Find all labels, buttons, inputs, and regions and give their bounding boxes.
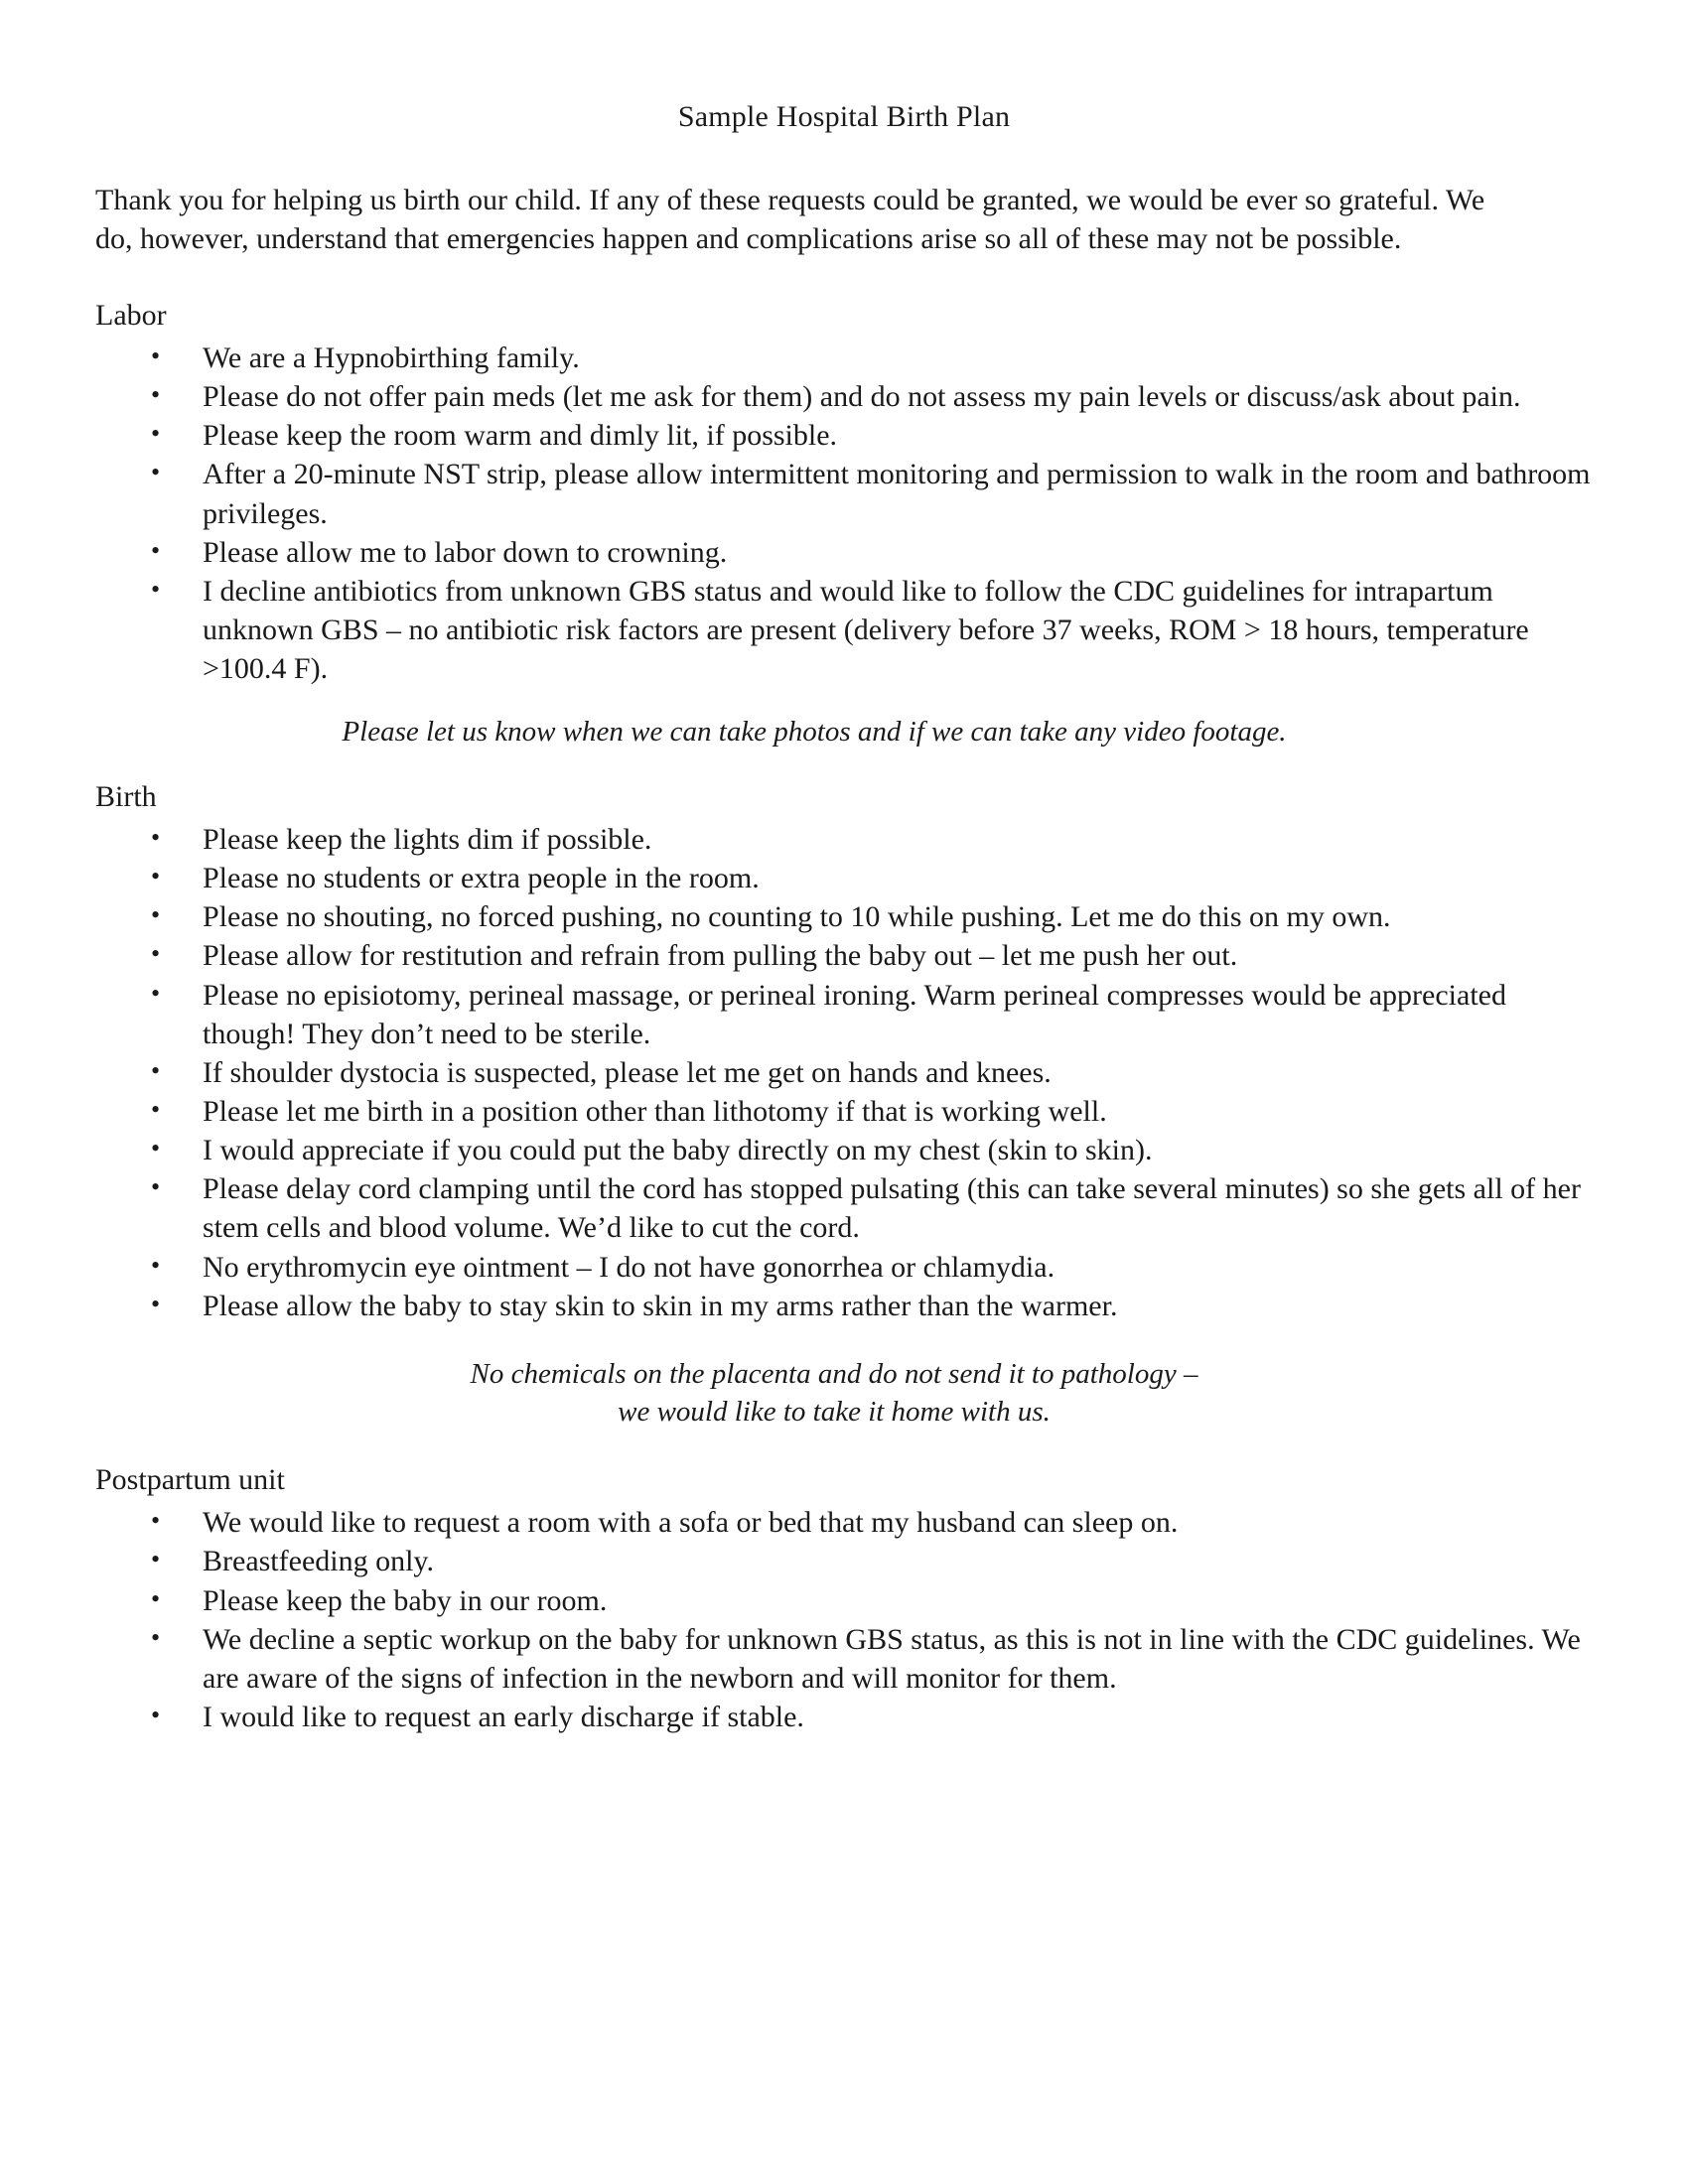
intro-paragraph: Thank you for helping us birth our child. If any of these requests could be granted, we would be ever so grateful. We do, however, understand that emergencies happen and complications arise so all of these may not be possible.: [95, 184, 1485, 255]
list-item: • Please no shouting, no forced pushing, no counting to 10 while pushing. Let me do this on my own.: [95, 897, 1593, 936]
section-birth: [95, 777, 1593, 1431]
list-item: • Please allow for restitution and refrain from pulling the baby out – let me push her out.: [95, 936, 1593, 975]
list-item: • We would like to request a room with a sofa or bed that my husband can sleep on.: [95, 1503, 1593, 1542]
bullet-list-birth: [95, 820, 1593, 1325]
note-photos-video: Please let us know when we can take photos and if we can take any video footage.: [342, 716, 1287, 749]
list-item: • Please allow me to labor down to crowning.: [95, 533, 1593, 572]
list-item: • Breastfeeding only.: [95, 1542, 1593, 1580]
bullet-list-postpartum: [95, 1503, 1593, 1736]
list-item: • Please keep the room warm and dimly lit, if possible.: [95, 416, 1593, 455]
list-item: • Please no students or extra people in the room.: [95, 859, 1593, 897]
list-item: • Please do not offer pain meds (let me ask for them) and do not assess my pain levels or discuss/ask about pain.: [95, 377, 1593, 416]
section-heading-birth: Birth: [95, 779, 157, 813]
list-item: • Please keep the baby in our room.: [95, 1581, 1593, 1620]
section-postpartum: [95, 1460, 1593, 1736]
list-item: • I would appreciate if you could put the baby directly on my chest (skin to skin).: [95, 1131, 1593, 1169]
list-item: • If shoulder dystocia is suspected, please let me get on hands and knees.: [95, 1053, 1593, 1092]
list-item: • No erythromycin eye ointment – I do not have gonorrhea or chlamydia.: [95, 1248, 1593, 1287]
list-item: • We decline a septic workup on the baby for unknown GBS status, as this is not in line with the CDC guidelines. We are aware of the signs of infection in the newborn and will monitor for them.: [95, 1620, 1593, 1698]
page-title: Sample Hospital Birth Plan: [677, 100, 1011, 133]
list-item: • I would like to request an early discharge if stable.: [95, 1698, 1593, 1736]
section-heading-labor: Labor: [95, 299, 167, 332]
list-item: • After a 20-minute NST strip, please allow intermittent monitoring and permission to walk in the room and bathroom privileges.: [95, 455, 1593, 532]
list-item: • Please let me birth in a position other than lithotomy if that is working well.: [95, 1092, 1593, 1131]
bullet-list-labor: [95, 339, 1593, 688]
list-item: • We are a Hypnobirthing family.: [95, 339, 1593, 377]
list-item: • Please keep the lights dim if possible.: [95, 820, 1593, 859]
list-item: • Please delay cord clamping until the cord has stopped pulsating (this can take several minutes) so she gets all of her stem cells and blood volume. We’d like to cut the cord.: [95, 1169, 1593, 1247]
note-placenta-line-1: No chemicals on the placenta and do not send it to pathology –: [470, 1357, 1198, 1390]
note-placenta: [95, 1355, 1593, 1432]
list-item: • Please allow the baby to stay skin to skin in my arms rather than the warmer.: [95, 1287, 1593, 1325]
list-item: • Please no episiotomy, perineal massage, or perineal ironing. Warm perineal compresses would be appreciated though! They don’t need to be sterile.: [95, 976, 1593, 1053]
note-placenta-line-2: we would like to take it home with us.: [618, 1396, 1051, 1429]
section-heading-postpartum: Postpartum unit: [95, 1463, 285, 1497]
list-item: • I decline antibiotics from unknown GBS status and would like to follow the CDC guidelines for intrapartum unknown GBS – no antibiotic risk factors are present (delivery before 37 weeks, ROM > 18 hours, temperature >100.4 F).: [95, 572, 1593, 688]
section-labor: [95, 296, 1593, 751]
